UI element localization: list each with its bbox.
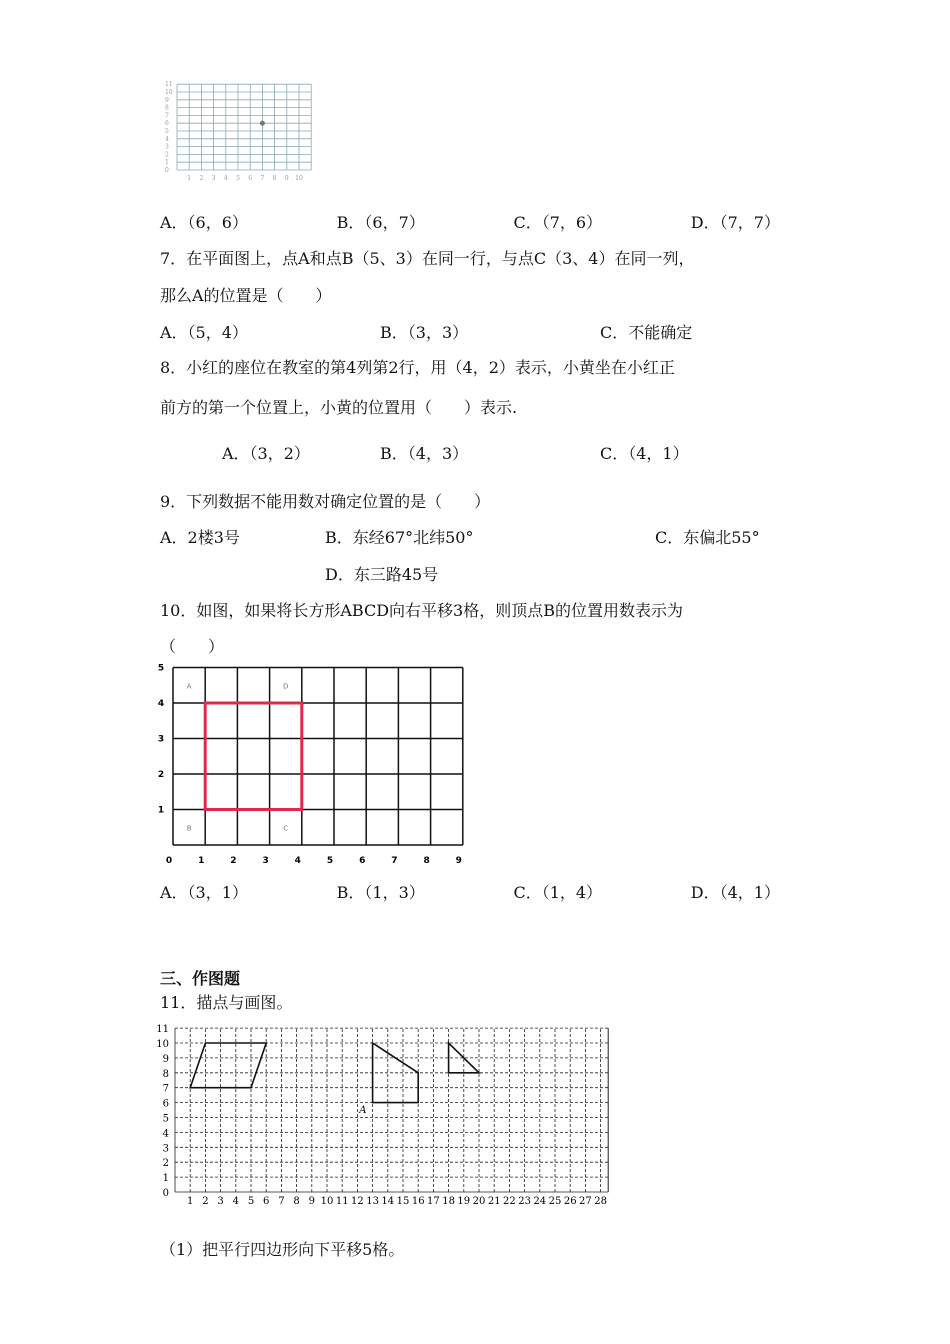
x-tick-label: 9 bbox=[308, 1196, 315, 1207]
q7-option-c[interactable]: C．不能确定 bbox=[600, 323, 693, 342]
x-tick-label: 11 bbox=[335, 1196, 349, 1207]
x-tick-label: 24 bbox=[533, 1196, 547, 1207]
x-tick-label: 28 bbox=[594, 1196, 607, 1207]
q9-option-b[interactable]: B．东经67°北纬50° bbox=[325, 528, 474, 547]
y-tick-label: 0 bbox=[162, 1188, 169, 1199]
x-tick-label: 5 bbox=[326, 856, 334, 866]
q9-option-c[interactable]: C．东偏北55° bbox=[655, 528, 760, 547]
q6-option-d[interactable]: D．（7，7） bbox=[690, 213, 780, 232]
y-tick-label: 6 bbox=[165, 120, 169, 128]
y-tick-label: 3 bbox=[157, 734, 165, 745]
x-tick-label: 4 bbox=[294, 856, 301, 866]
x-tick-label: 18 bbox=[442, 1196, 455, 1207]
q7-text: 7．在平面图上，点A和点B（5、3）在同一行，与点C（3、4）在同一列， bbox=[160, 249, 695, 268]
y-tick-label: 2 bbox=[165, 151, 169, 159]
y-tick-label: 1 bbox=[157, 805, 165, 816]
x-tick-label: 8 bbox=[272, 175, 277, 182]
x-tick-label: 5 bbox=[236, 175, 240, 182]
q8-option-c[interactable]: C．（4，1） bbox=[600, 444, 689, 463]
q8-option-b[interactable]: B．（4，3） bbox=[380, 444, 469, 463]
y-tick-label: 11 bbox=[165, 81, 173, 89]
x-tick-label: 14 bbox=[381, 1196, 395, 1207]
y-tick-label: 6 bbox=[162, 1098, 169, 1110]
vertex-label: C bbox=[283, 824, 289, 833]
x-tick-label: 23 bbox=[518, 1196, 531, 1207]
q6-option-b[interactable]: B．（6，7） bbox=[336, 213, 425, 232]
x-tick-label: 8 bbox=[293, 1196, 300, 1207]
q9-option-a[interactable]: A．2楼3号 bbox=[160, 528, 240, 547]
x-tick-label: 6 bbox=[359, 856, 366, 866]
x-tick-label: 2 bbox=[199, 175, 204, 182]
y-tick-label: 4 bbox=[162, 1128, 169, 1140]
x-tick-label: 1 bbox=[187, 1196, 194, 1207]
x-tick-label: 6 bbox=[248, 175, 253, 182]
x-tick-label: 9 bbox=[284, 175, 289, 182]
q10-option-a[interactable]: A．（3，1） bbox=[160, 883, 248, 902]
x-tick-label: 7 bbox=[278, 1196, 285, 1207]
x-tick-label: 7 bbox=[391, 856, 398, 866]
q8-option-a[interactable]: A．（3，2） bbox=[222, 444, 310, 463]
y-tick-label: 5 bbox=[165, 128, 169, 135]
y-tick-label: 9 bbox=[162, 1053, 169, 1065]
q11-text: 11．描点与画图。 bbox=[160, 993, 293, 1012]
q8-text: 8．小红的座位在教室的第4列第2行，用（4，2）表示，小黄坐在小红正 bbox=[160, 358, 675, 377]
vertex-label: B bbox=[186, 824, 192, 833]
x-tick-label: 27 bbox=[579, 1196, 592, 1207]
x-tick-label: 15 bbox=[396, 1196, 410, 1207]
x-tick-label: 13 bbox=[366, 1196, 379, 1207]
x-tick-label: 16 bbox=[411, 1196, 425, 1207]
shape bbox=[190, 1043, 266, 1088]
y-tick-label: 3 bbox=[162, 1143, 169, 1155]
y-tick-label: 11 bbox=[156, 1024, 169, 1036]
y-tick-label: 5 bbox=[157, 663, 165, 674]
x-tick-label: 2 bbox=[202, 1196, 209, 1207]
q6-option-c[interactable]: C．（7，6） bbox=[513, 213, 603, 232]
y-tick-label: 1 bbox=[165, 159, 169, 167]
x-tick-label: 0 bbox=[165, 856, 173, 866]
y-tick-label: 0 bbox=[165, 167, 169, 174]
q7-text-2: 那么A的位置是（ ） bbox=[160, 286, 332, 305]
x-tick-label: 12 bbox=[351, 1196, 364, 1207]
x-tick-label: 8 bbox=[423, 856, 430, 866]
x-tick-label: 1 bbox=[198, 856, 205, 866]
x-tick-label: 26 bbox=[563, 1196, 577, 1207]
x-tick-label: 1 bbox=[187, 175, 192, 182]
q6-grid-figure bbox=[163, 78, 303, 183]
y-tick-label: 1 bbox=[162, 1173, 169, 1185]
y-tick-label: 10 bbox=[156, 1039, 169, 1050]
x-tick-label: 10 bbox=[320, 1196, 334, 1207]
y-tick-label: 9 bbox=[165, 96, 169, 104]
y-tick-label: 8 bbox=[165, 104, 169, 112]
shape bbox=[449, 1043, 479, 1073]
point-marker bbox=[260, 121, 265, 126]
x-tick-label: 4 bbox=[232, 1196, 239, 1207]
x-tick-label: 17 bbox=[427, 1196, 440, 1207]
x-tick-label: 19 bbox=[457, 1196, 471, 1207]
y-tick-label: 4 bbox=[157, 699, 165, 709]
y-tick-label: 4 bbox=[165, 135, 169, 143]
x-tick-label: 3 bbox=[262, 856, 269, 866]
q10-text-2: （ ） bbox=[160, 637, 225, 656]
q9-text: 9．下列数据不能用数对确定位置的是（ ） bbox=[160, 492, 491, 511]
q9-option-d[interactable]: D．东三路45号 bbox=[325, 565, 439, 584]
q10-grid-figure bbox=[155, 660, 475, 870]
q7-option-b[interactable]: B．（3，3） bbox=[380, 323, 469, 342]
x-tick-label: 21 bbox=[487, 1196, 501, 1207]
y-tick-label: 2 bbox=[157, 770, 165, 780]
q11-grid-figure bbox=[155, 1020, 615, 1210]
section-title: 三、作图题 bbox=[160, 969, 241, 988]
vertex-label: D bbox=[283, 682, 289, 691]
x-tick-label: 20 bbox=[472, 1196, 486, 1207]
q7-option-a[interactable]: A．（5，4） bbox=[160, 323, 248, 342]
y-tick-label: 5 bbox=[162, 1113, 169, 1125]
x-tick-label: 22 bbox=[503, 1196, 516, 1207]
q10-option-c[interactable]: C．（1，4） bbox=[513, 883, 603, 902]
x-tick-label: 5 bbox=[247, 1196, 255, 1207]
q8-text-2: 前方的第一个位置上，小黄的位置用（ ）表示. bbox=[160, 398, 518, 417]
y-tick-label: 10 bbox=[165, 89, 173, 96]
x-tick-label: 3 bbox=[211, 175, 216, 182]
x-tick-label: 25 bbox=[548, 1196, 562, 1207]
x-tick-label: 7 bbox=[260, 175, 265, 182]
rectangle-abcd bbox=[205, 703, 302, 810]
x-tick-label: 10 bbox=[295, 175, 303, 182]
vertex-label: A bbox=[186, 682, 192, 691]
q10-option-d[interactable]: D．（4，1） bbox=[690, 883, 780, 902]
y-tick-label: 3 bbox=[165, 143, 169, 151]
q11-sub1: （1）把平行四边形向下平移5格。 bbox=[160, 1240, 405, 1259]
y-tick-label: 2 bbox=[162, 1158, 169, 1170]
point-a-label: A bbox=[359, 1105, 367, 1117]
x-tick-label: 2 bbox=[230, 856, 237, 866]
q10-text: 10．如图，如果将长方形ABCD向右平移3格，则顶点B的位置用数表示为 bbox=[160, 601, 683, 620]
x-tick-label: 6 bbox=[263, 1196, 270, 1207]
x-tick-label: 3 bbox=[217, 1196, 224, 1207]
y-tick-label: 8 bbox=[162, 1068, 169, 1080]
y-tick-label: 7 bbox=[162, 1083, 169, 1095]
q6-option-a[interactable]: A．（6，6） bbox=[160, 213, 248, 232]
x-tick-label: 4 bbox=[223, 175, 228, 182]
q10-option-b[interactable]: B．（1，3） bbox=[336, 883, 425, 902]
x-tick-label: 9 bbox=[455, 856, 462, 866]
y-tick-label: 7 bbox=[165, 112, 169, 120]
